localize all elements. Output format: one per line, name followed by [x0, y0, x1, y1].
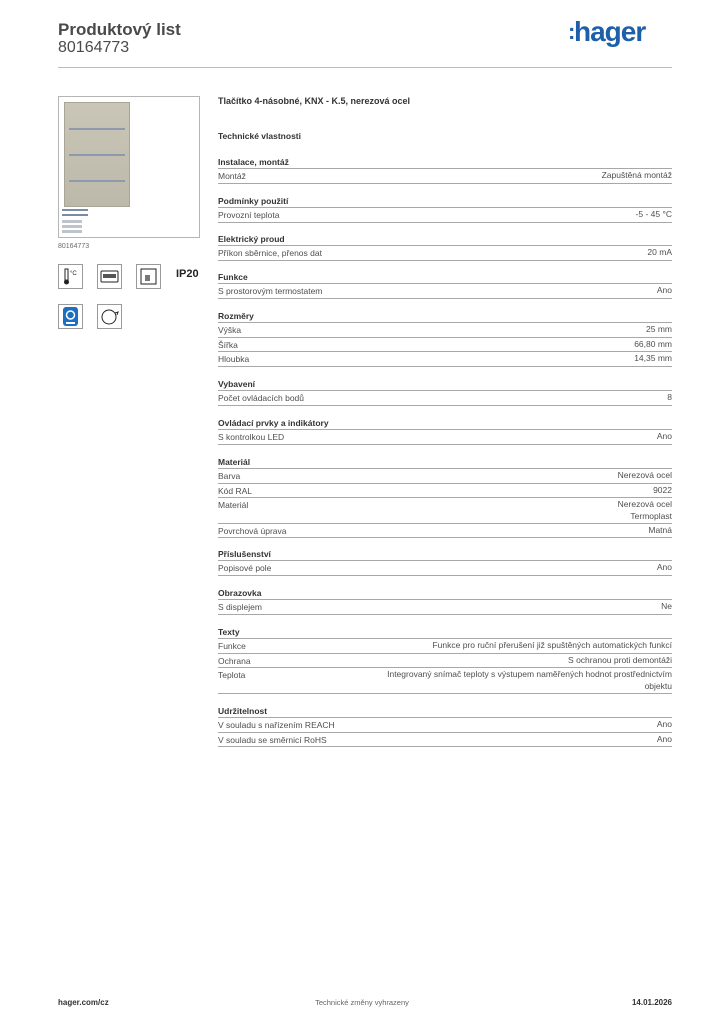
spec-value: Ano [656, 719, 672, 729]
accessory-strip [62, 225, 82, 228]
spec-value: 66,80 mm [634, 338, 672, 349]
spec-row [218, 653, 672, 669]
spec-row [218, 351, 672, 367]
section-divider [218, 537, 672, 538]
spec-row [218, 638, 672, 654]
section-divider [218, 298, 672, 299]
spec-row [218, 468, 672, 484]
section-title: Elektrický proud [218, 234, 285, 244]
spec-value: Ne [661, 601, 672, 611]
header-divider [58, 67, 672, 68]
section-title: Instalace, montáž [218, 157, 289, 167]
section-divider [218, 260, 672, 261]
footer-date: 14.01.2026 [631, 998, 672, 1007]
spec-row [218, 207, 672, 223]
spec-value: Ano [656, 562, 672, 572]
spec-value: Nerezová ocel Termoplast [617, 499, 672, 521]
section-divider [218, 693, 672, 694]
wall-box-icon [136, 264, 161, 289]
section-title: Příslušenství [218, 549, 271, 559]
section-title: Rozměry [218, 311, 254, 321]
spec-row [218, 168, 672, 184]
rotation-time-icon [97, 304, 122, 329]
section-title: Ovládací prvky a indikátory [218, 418, 329, 428]
spec-value: Zapuštěná montáž [601, 170, 672, 180]
spec-row [218, 667, 672, 694]
section-title: Udržitelnost [218, 706, 268, 716]
section-divider [218, 183, 672, 184]
spec-value: Nerezová ocel [617, 470, 672, 480]
footer-website-link[interactable]: hager.com/cz [58, 998, 109, 1007]
product-number: 80164773 [58, 39, 130, 56]
spec-value: 14,35 mm [634, 353, 672, 363]
footer-note: Technické změny vyhrazeny [315, 998, 409, 1007]
spec-key: S displejem [218, 602, 262, 612]
thermometer-icon [58, 264, 83, 289]
logo-colon-mark: : [568, 19, 575, 44]
section-title: Obrazovka [218, 588, 262, 598]
spec-key: S prostorovým termostatem [218, 286, 323, 296]
knx-eco-icon [58, 304, 83, 329]
spec-key: S kontrolkou LED [218, 432, 285, 442]
hager-logo[interactable] [568, 16, 645, 48]
page-title: Produktový list [58, 20, 181, 39]
spec-value: S ochranou proti demontáži [568, 654, 672, 665]
plate-rocker-line [69, 154, 125, 156]
product-name: Tlačítko 4-násobné, KNX - K.5, nerezová ocel [218, 96, 411, 106]
accessory-strip [62, 214, 88, 216]
spec-row [218, 717, 672, 733]
section-divider [218, 405, 672, 406]
spec-value: Matná [648, 524, 672, 535]
spec-row [218, 390, 672, 406]
lcd-display-icon [97, 264, 122, 289]
spec-key: Funkce [218, 641, 246, 651]
accessory-strip [62, 220, 82, 223]
spec-value: 8 [667, 392, 672, 402]
section-divider [218, 575, 672, 576]
spec-row [218, 560, 672, 576]
accessory-strip [62, 230, 82, 233]
section-title: Vybavení [218, 379, 256, 389]
spec-value: Ano [656, 431, 672, 441]
spec-value: Ano [656, 733, 672, 744]
switch-plate-illustration [64, 102, 130, 207]
spec-key: Počet ovládacích bodů [218, 393, 305, 403]
spec-row [218, 283, 672, 299]
accessory-strip [62, 209, 88, 211]
spec-key: Povrchová úprava [218, 525, 287, 536]
spec-key: V souladu se směrnicí RoHS [218, 734, 327, 745]
spec-key: V souladu s nařízením REACH [218, 720, 335, 730]
spec-value: 20 mA [647, 247, 672, 257]
spec-key: Teplota [218, 670, 246, 680]
logo-text: hager [574, 16, 646, 47]
spec-row [218, 483, 672, 499]
spec-key: Materiál [218, 500, 249, 510]
spec-value: Ano [656, 285, 672, 295]
spec-key: Montáž [218, 171, 246, 181]
section-divider [218, 222, 672, 223]
spec-row [218, 523, 672, 539]
section-divider [218, 746, 672, 747]
plate-rocker-line [69, 180, 125, 182]
spec-key: Ochrana [218, 655, 251, 666]
ip-rating-label: IP20 [176, 268, 199, 280]
section-title: Materiál [218, 457, 251, 467]
section-title: Podmínky použití [218, 196, 289, 206]
spec-key: Popisové pole [218, 563, 272, 573]
svg-text:°C: °C [70, 271, 77, 277]
spec-value: 9022 [653, 484, 672, 495]
spec-row [218, 337, 672, 353]
image-caption: 80164773 [58, 243, 90, 250]
spec-row [218, 497, 672, 524]
plate-rocker-line [69, 128, 125, 130]
section-divider [218, 444, 672, 445]
section-divider [218, 614, 672, 615]
spec-row [218, 322, 672, 338]
spec-key: Příkon sběrnice, přenos dat [218, 248, 322, 258]
spec-row [218, 245, 672, 261]
spec-value: Funkce pro ruční přerušení již spuštěných automatických funkcí [432, 640, 672, 650]
spec-key: Provozní teplota [218, 210, 280, 220]
spec-row [218, 732, 672, 748]
spec-key: Výška [218, 325, 242, 335]
spec-value: 25 mm [646, 324, 672, 334]
product-image[interactable] [58, 96, 200, 238]
spec-key: Barva [218, 471, 241, 481]
spec-value: Integrovaný snímač teploty s výstupem naměřených hodnot prostřednictvím objektu [387, 669, 672, 691]
spec-value: -5 - 45 °C [635, 209, 672, 219]
spec-row [218, 599, 672, 615]
tech-properties-heading: Technické vlastnosti [218, 131, 301, 141]
section-divider [218, 366, 672, 367]
spec-key: Šířka [218, 339, 238, 350]
section-title: Texty [218, 627, 240, 637]
section-title: Funkce [218, 272, 248, 282]
spec-key: Kód RAL [218, 485, 253, 496]
spec-row [218, 429, 672, 445]
spec-key: Hloubka [218, 354, 250, 364]
